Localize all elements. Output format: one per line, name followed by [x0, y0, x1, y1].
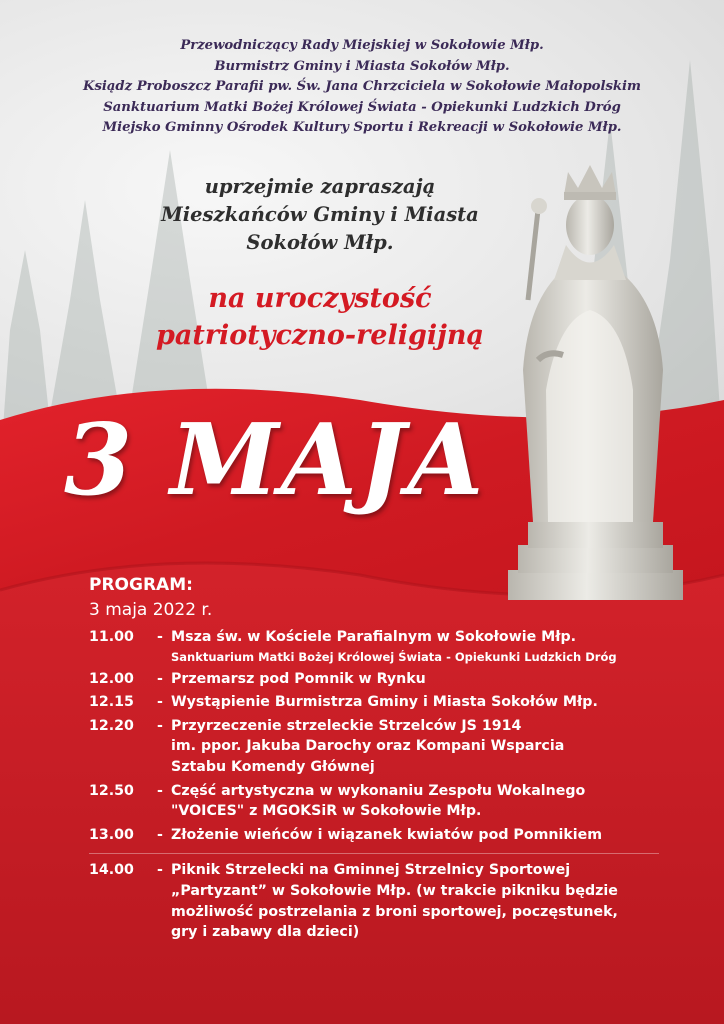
item-separator: -: [157, 670, 163, 687]
organizer-line: Przewodniczący Rady Miejskiej w Sokołowie Młp.: [180, 38, 544, 53]
item-text: "VOICES" z MGOKSiR w Sokołowie Młp.: [171, 803, 482, 820]
organizer-line: Burmistrz Gminy i Miasta Sokołów Młp.: [214, 58, 510, 74]
item-text: Sztabu Komendy Głównej: [171, 758, 375, 775]
item-time: 13.00: [89, 826, 134, 843]
item-subtext: Sanktuarium Matki Bożej Królowej Świata - Opiekunki Ludzkich Dróg: [171, 649, 617, 664]
item-text: możliwość postrzelania z broni sportowej, poczęstunek,: [171, 903, 618, 920]
program-item: [89, 716, 689, 778]
occasion-line: patriotyczno-religijną: [155, 320, 485, 351]
program-divider: [89, 853, 659, 854]
item-separator: -: [157, 782, 163, 799]
item-text: Msza św. w Kościele Parafialnym w Sokołowie Młp.: [171, 629, 577, 645]
item-text: Złożenie wieńców i wiązanek kwiatów pod Pomnikiem: [171, 826, 603, 843]
item-time: 12.50: [89, 782, 134, 799]
organizer-line: Ksiądz Proboszcz Parafii pw. Św. Jana Chrzciciela w Sokołowie Małopolskim: [82, 79, 641, 94]
item-text: im. ppor. Jakuba Darochy oraz Kompani Wsparcia: [171, 738, 565, 755]
item-separator: -: [157, 629, 163, 645]
item-time: 14.00: [89, 862, 134, 879]
organizer-line: Miejsko Gminny Ośrodek Kultury Sportu i Rekreacji w Sokołowie Młp.: [102, 120, 622, 135]
item-text: „Partyzant” w Sokołowie Młp. (w trakcie pikniku będzie: [171, 882, 618, 899]
invitation-line: Mieszkańców Gminy i Miasta: [161, 203, 479, 226]
item-text: Przyrzeczenie strzeleckie Strzelców JS 1914: [171, 717, 522, 734]
occasion-title: [40, 280, 600, 354]
organizers-header: [0, 36, 724, 139]
item-time: 12.20: [89, 717, 134, 734]
program-item: [89, 627, 689, 666]
item-separator: -: [157, 826, 163, 843]
item-separator: -: [157, 862, 163, 879]
item-time: 11.00: [89, 629, 134, 645]
item-text: Przemarsz pod Pomnik w Rynku: [171, 670, 426, 687]
program-item: [89, 781, 689, 822]
program-item: [89, 669, 689, 690]
program-item: [89, 692, 689, 713]
program-item: [89, 860, 689, 942]
invitation-line: uprzejmie zapraszają: [204, 175, 436, 198]
item-text: Wystąpienie Burmistrza Gminy i Miasta Sokołów Młp.: [171, 694, 598, 711]
item-text: gry i zabawy dla dzieci): [171, 924, 360, 941]
date-title: 3 MAJA: [64, 403, 486, 518]
occasion-line: na uroczystość: [208, 283, 432, 314]
program-section: [89, 573, 689, 946]
invitation-text: [50, 173, 590, 257]
program-item: [89, 825, 689, 846]
program-date: 3 maja 2022 r.: [89, 600, 213, 620]
item-text: Piknik Strzelecki na Gminnej Strzelnicy Sportowej: [171, 862, 571, 879]
invitation-line: Sokołów Młp.: [246, 231, 394, 254]
item-time: 12.00: [89, 670, 134, 687]
program-heading: PROGRAM:: [89, 575, 193, 595]
item-separator: -: [157, 694, 163, 711]
item-separator: -: [157, 717, 163, 734]
organizer-line: Sanktuarium Matki Bożej Królowej Świata - Opiekunki Ludzkich Dróg: [103, 99, 621, 115]
item-time: 12.15: [89, 694, 134, 711]
item-text: Część artystyczna w wykonaniu Zespołu Wokalnego: [171, 782, 586, 799]
